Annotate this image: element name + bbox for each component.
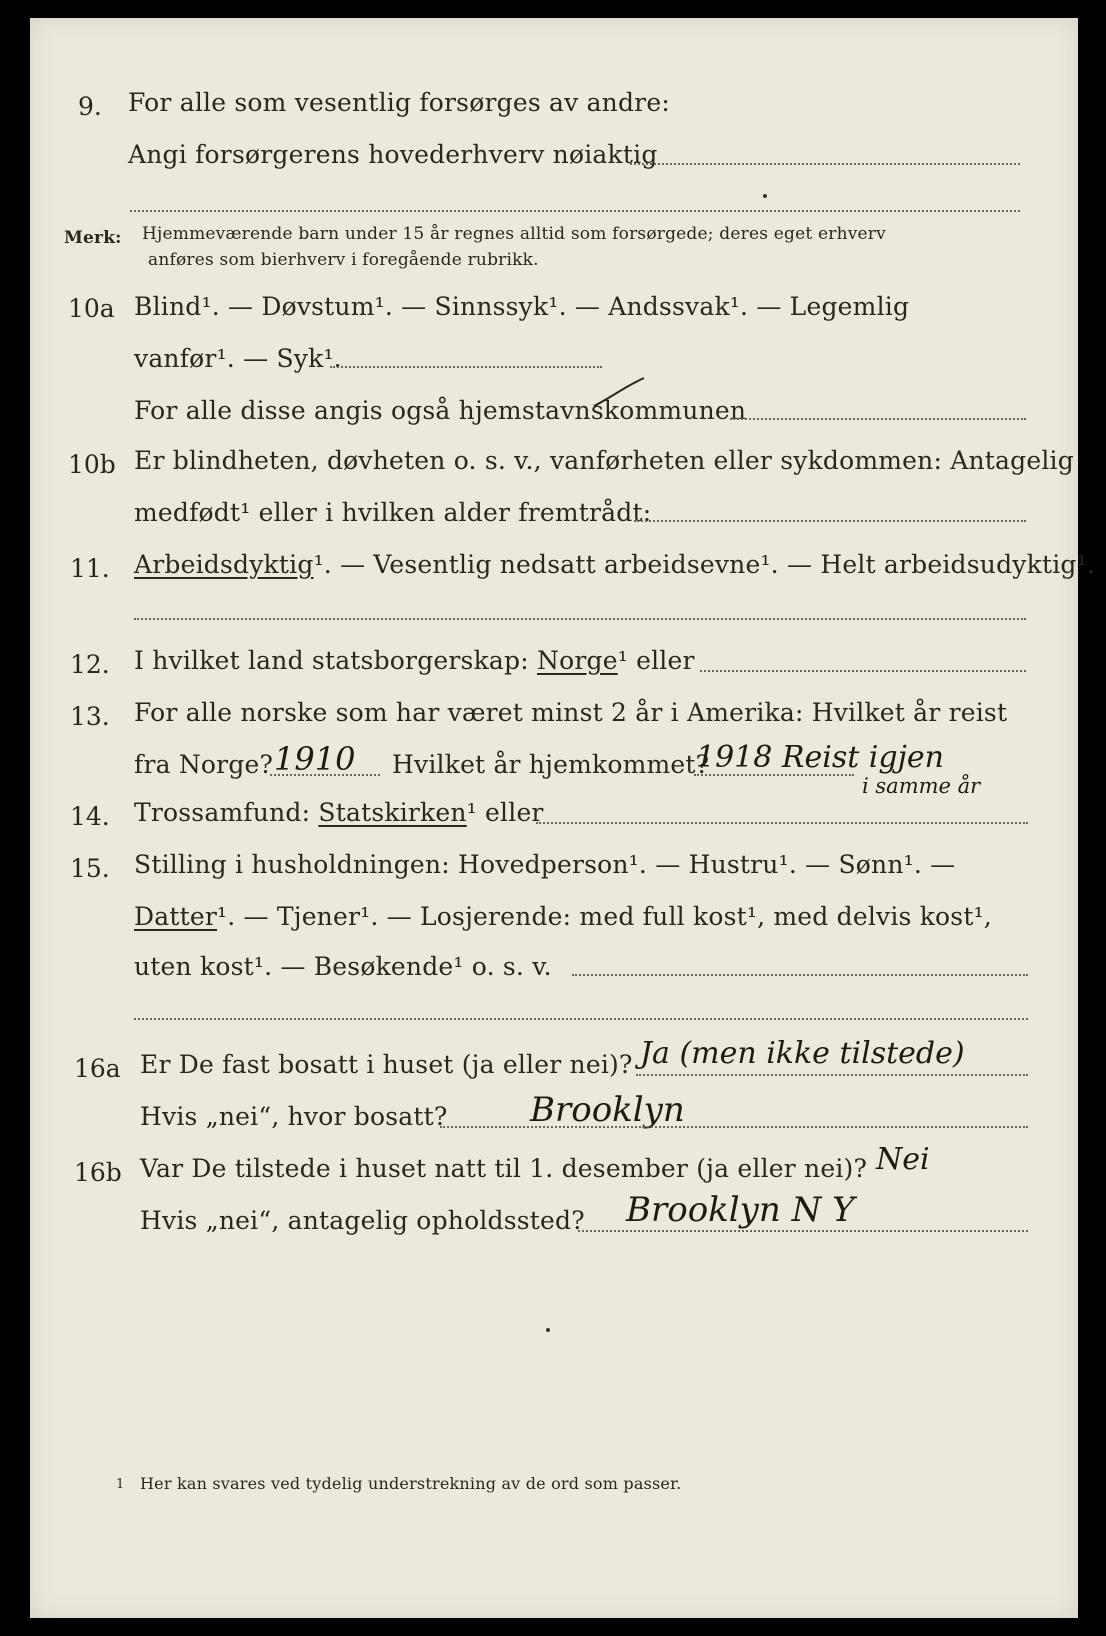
q16b-line2-dots [578, 1230, 1028, 1232]
q12-number: 12. [70, 650, 110, 679]
q14-line [134, 800, 544, 825]
q10b-line2: medfødt¹ eller i hvilken alder fremtrådt: [134, 498, 652, 527]
q16b-line2: Hvis „nei“, antagelig opholdssted? [140, 1206, 585, 1235]
q12-answer-line [700, 670, 1026, 672]
q9-line1: For alle som vesentlig forsørges av andre: [128, 88, 670, 117]
q9-number: 9. [78, 92, 102, 121]
q16b-number: 16b [74, 1158, 122, 1187]
q9-answer-line [630, 163, 1020, 165]
q11-answer-line [134, 618, 1026, 620]
q11-line [134, 552, 1095, 577]
merk-line2: anføres som bierhverv i foregående rubrikk. [148, 250, 539, 270]
ink-speck [763, 194, 767, 198]
q13-label-hjem: Hvilket år hjemkommet? [392, 750, 710, 779]
q11-number: 11. [70, 554, 110, 583]
q15-option-datter[interactable]: Datter [134, 902, 217, 931]
q13-reist-line [270, 774, 380, 776]
q15-answer-line [572, 974, 1028, 976]
merk-label: Merk: [64, 228, 122, 248]
q9-line2: Angi forsørgerens hovederhverv nøiaktig [128, 140, 658, 169]
footnote-mark: 1 [116, 1477, 125, 1492]
merk-line1: Hjemmeværende barn under 15 år regnes alltid som forsørgede; deres eget erhverv [142, 224, 886, 244]
q13-label-reist: fra Norge? [134, 750, 274, 779]
q16b-line1: Var De tilstede i huset natt til 1. desember (ja eller nei)? [140, 1154, 868, 1183]
footnote-text: Her kan svares ved tydelig understrekning av de ord som passer. [140, 1474, 682, 1493]
q10b-answer-line [634, 520, 1026, 522]
q13-hjem-line [694, 774, 854, 776]
q13-answer-reist: 1910 [274, 740, 356, 778]
q14-number: 14. [70, 802, 110, 831]
q16b-answer-tilstede: Nei [876, 1142, 930, 1177]
q10a-line2: vanfør¹. — Syk¹. [134, 344, 342, 373]
census-form-page [30, 18, 1095, 1618]
q12-line [134, 648, 695, 673]
q15-answer-line-2 [134, 1018, 1028, 1020]
q16b-answer-sted: Brooklyn N Y [626, 1190, 855, 1230]
q10a-answer-line [330, 366, 602, 368]
q14-prefix: Trossamfund: [134, 798, 311, 827]
q13-answer-hjem: 1918 Reist igjen [696, 740, 944, 775]
q16a-line2: Hvis „nei“, hvor bosatt? [140, 1102, 448, 1131]
q11-other-options: ¹. — Vesentlig nedsatt arbeidsevne¹. — Helt arbeidsudyktig¹. [313, 550, 1095, 579]
q10a-number: 10a [68, 294, 115, 323]
q15-number: 15. [70, 854, 110, 883]
q12-option-norge[interactable]: Norge [537, 646, 618, 675]
q16a-answer-hvor: Brooklyn [530, 1090, 685, 1130]
q16a-line1: Er De fast bosatt i huset (ja eller nei)? [140, 1050, 633, 1079]
q15-line2 [134, 904, 992, 929]
q10a-line3: For alle disse angis også hjemstavnskommunen [134, 396, 747, 425]
q14-answer-line [536, 822, 1028, 824]
q10b-number: 10b [68, 450, 116, 479]
q13-line1: For alle norske som har været minst 2 år i Amerika: Hvilket år reist [134, 698, 1008, 727]
q12-suffix: ¹ eller [617, 646, 695, 675]
q15-line3: uten kost¹. — Besøkende¹ o. s. v. [134, 952, 552, 981]
q16a-line1-dots [636, 1074, 1028, 1076]
q9-answer-line-2 [130, 210, 1020, 212]
q14-suffix: ¹ eller [466, 798, 544, 827]
q16a-answer-bosatt: Ja (men ikke tilstede) [640, 1036, 965, 1071]
q13-answer-hjem-cont: i samme år [862, 774, 981, 798]
q12-prefix: I hvilket land statsborgerskap: [134, 646, 529, 675]
q11-option-arbeidsdyktig[interactable]: Arbeidsdyktig [134, 550, 314, 579]
ink-stroke [590, 374, 650, 410]
q16a-number: 16a [74, 1054, 121, 1083]
q14-option-statskirken[interactable]: Statskirken [318, 798, 467, 827]
q13-number: 13. [70, 702, 110, 731]
q15-line2-rest: ¹. — Tjener¹. — Losjerende: med full kost¹, med delvis kost¹, [217, 902, 992, 931]
q10a-line1: Blind¹. — Døvstum¹. — Sinnssyk¹. — Andssvak¹. — Legemlig [134, 292, 910, 321]
q15-line1: Stilling i husholdningen: Hovedperson¹. — Hustru¹. — Sønn¹. — [134, 850, 956, 879]
q10a-kommune-line [730, 418, 1026, 420]
q16a-line2-dots [440, 1126, 1028, 1128]
ink-speck [546, 1328, 550, 1332]
q10b-line1: Er blindheten, døvheten o. s. v., vanførheten eller sykdommen: Antagelig [134, 446, 1074, 475]
